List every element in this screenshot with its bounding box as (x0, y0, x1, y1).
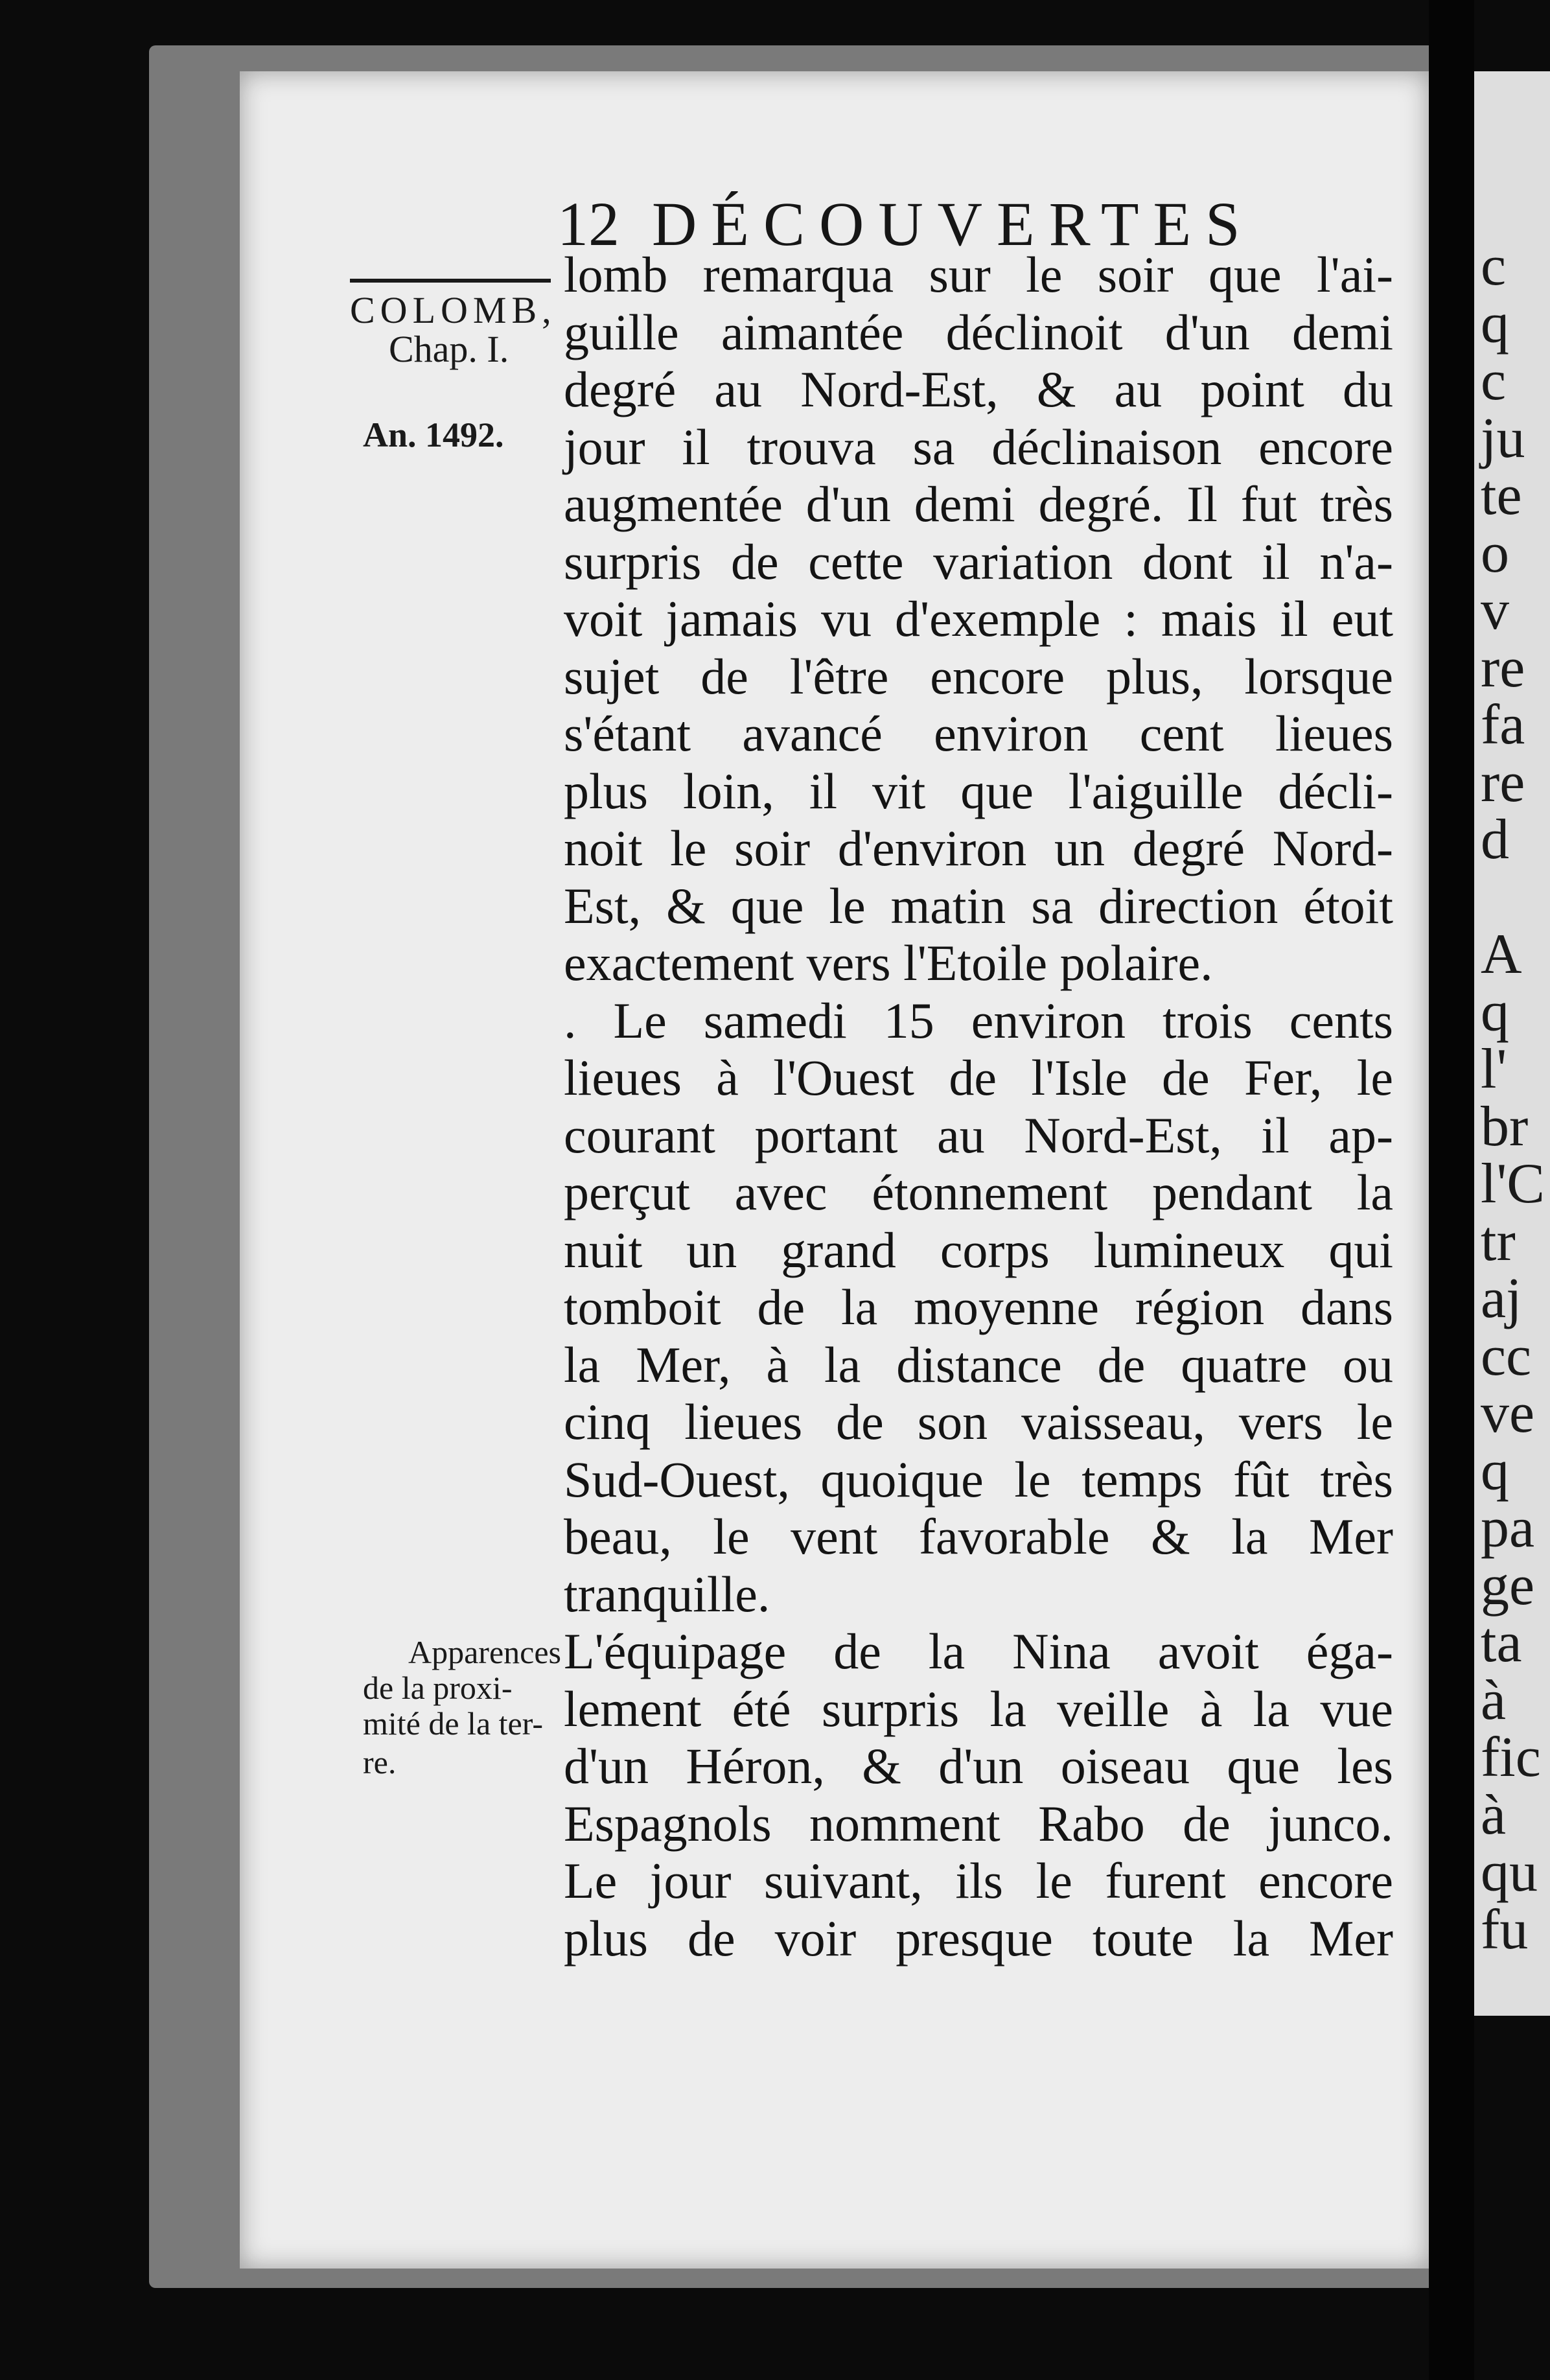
text-line: perçut avec étonnement pendant la (564, 1164, 1393, 1220)
text-line: d'un Héron, & d'un oiseau que les (564, 1738, 1393, 1794)
margin-note-year: An. 1492. (363, 415, 504, 454)
margin-note-apparences-2: de la proxi- (363, 1670, 513, 1706)
text-line: nuit un grand corps lumineux qui (564, 1221, 1393, 1278)
facing-page-fragment: re (1481, 751, 1525, 814)
text-line: Espagnols nomment Rabo de junco. (564, 1795, 1393, 1852)
facing-page-fragment: te (1481, 464, 1522, 527)
margin-note-apparences-1: Apparences (408, 1634, 561, 1670)
facing-page-fragment: d (1481, 808, 1509, 871)
text-line: Le jour suivant, ils le furent encore (564, 1852, 1393, 1909)
facing-page-fragment: ge (1481, 1554, 1535, 1617)
facing-page-fragment: tr (1481, 1209, 1516, 1273)
margin-note-apparences-3: mité de la ter- (363, 1705, 544, 1742)
text-line: cinq lieues de son vaisseau, vers le (564, 1394, 1393, 1450)
text-line: tomboit de la moyenne région dans (564, 1279, 1393, 1335)
facing-page-fragment: aj (1481, 1267, 1522, 1330)
text-line: degré au Nord-Est, & au point du (564, 361, 1393, 417)
text-line: lement été surpris la veille à la vue (564, 1680, 1393, 1737)
facing-page-fragment: à (1481, 1783, 1507, 1847)
facing-page-fragment: c (1481, 235, 1507, 298)
facing-page-fragment: re (1481, 636, 1525, 699)
facing-page-fragment: ju (1481, 406, 1525, 470)
text-line: sujet de l'être encore plus, lorsque (564, 648, 1393, 705)
facing-page-fragment: l' (1481, 1038, 1507, 1101)
facing-page-fragment: à (1481, 1668, 1507, 1732)
text-line: lomb remarqua sur le soir que l'ai- (564, 246, 1393, 303)
text-line: la Mer, à la distance de quatre ou (564, 1336, 1393, 1393)
text-line: Sud-Ouest, quoique le temps fût très (564, 1451, 1393, 1508)
text-line: tranquille. (564, 1565, 770, 1622)
facing-page-fragment: br (1481, 1095, 1529, 1158)
facing-page-fragment: A (1481, 923, 1522, 986)
text-line: surpris de cette variation dont il n'a- (564, 533, 1393, 590)
page-title: DÉCOUVERTES (652, 189, 1255, 259)
text-line: . Le samedi 15 environ trois cents (564, 992, 1393, 1049)
facing-page-fragment: ta (1481, 1611, 1522, 1674)
margin-note-author: COLOMB, (350, 289, 557, 331)
text-line: exactement vers l'Etoile polaire. (564, 935, 1213, 991)
text-line: augmentée d'un demi degré. Il fut très (564, 476, 1393, 532)
text-line: plus de voir presque toute la Mer (564, 1909, 1393, 1966)
facing-page-fragment: q (1481, 980, 1509, 1044)
facing-page-fragment: qu (1481, 1841, 1538, 1904)
margin-rule (350, 279, 551, 283)
text-line: Est, & que le matin sa direction étoit (564, 877, 1393, 934)
text-line: L'équipage de la Nina avoit éga- (564, 1623, 1393, 1679)
facing-page-fragment: ve (1481, 1382, 1535, 1445)
text-line: lieues à l'Ouest de l'Isle de Fer, le (564, 1049, 1393, 1106)
text-line: voit jamais vu d'exemple : mais il eut (564, 590, 1393, 647)
facing-page-fragment: q (1481, 292, 1509, 355)
text-line: jour il trouva sa déclinaison encore (564, 418, 1393, 475)
facing-page-fragment: pa (1481, 1497, 1535, 1559)
facing-page-fragment: fic (1481, 1726, 1541, 1789)
facing-page-fragment: fa (1481, 694, 1525, 756)
facing-page-fragment: l'C (1481, 1152, 1545, 1215)
facing-page-fragment: cc (1481, 1324, 1532, 1388)
text-line: plus loin, il vit que l'aiguille décli- (564, 762, 1393, 819)
text-line: courant portant au Nord-Est, il ap- (564, 1106, 1393, 1163)
margin-note-chapter: Chap. I. (389, 328, 509, 370)
text-line: noit le soir d'environ un degré Nord- (564, 820, 1393, 876)
facing-page (1474, 71, 1550, 2016)
facing-page-fragment: o (1481, 521, 1509, 585)
text-line: beau, le vent favorable & la Mer (564, 1508, 1393, 1565)
body-text (564, 246, 1393, 1967)
book-gutter (1429, 0, 1474, 2380)
facing-page-fragment: c (1481, 349, 1507, 412)
margin-note-apparences-4: re. (363, 1744, 397, 1780)
page-number: 12 (557, 189, 619, 259)
facing-page-fragment: q (1481, 1439, 1509, 1502)
text-line: s'étant avancé environ cent lieues (564, 705, 1393, 762)
facing-page-fragment: fu (1481, 1898, 1529, 1961)
facing-page-fragment: v (1481, 579, 1509, 642)
text-line: guille aimantée déclinoit d'un demi (564, 303, 1393, 360)
